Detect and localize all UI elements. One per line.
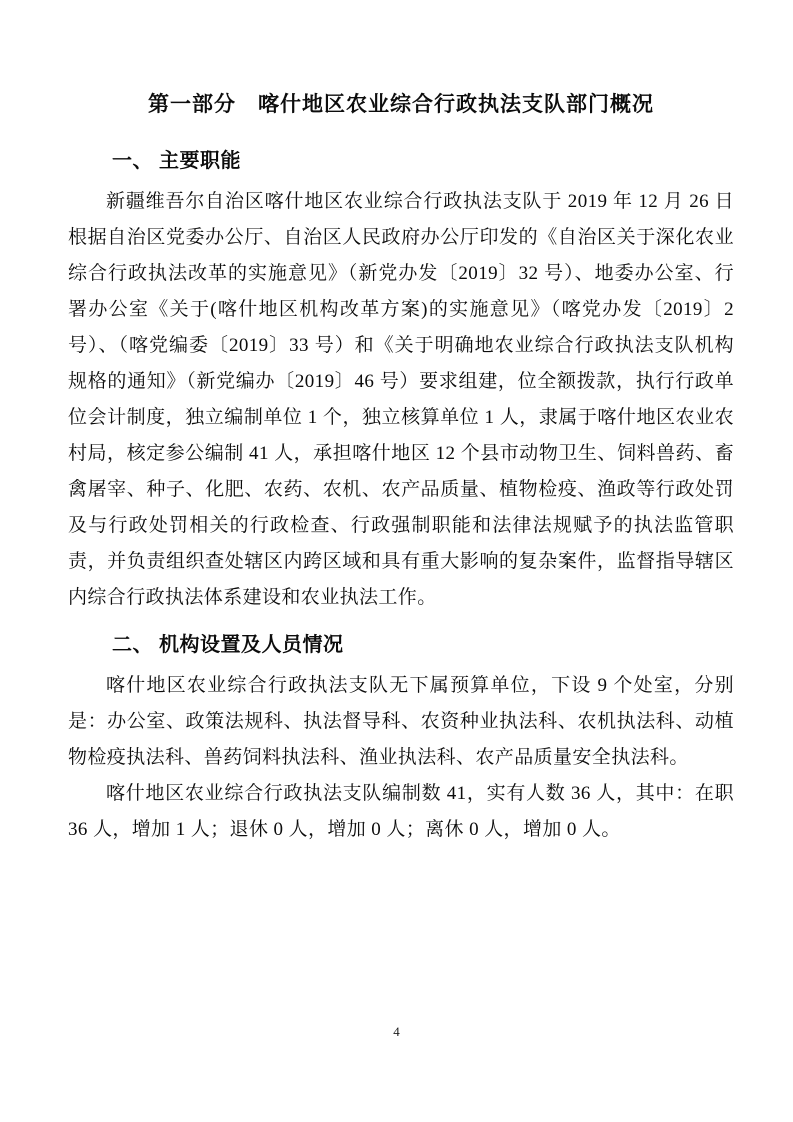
page-title: 第一部分 喀什地区农业综合行政执法支队部门概况 [148,93,654,116]
section-heading-organization-personnel: 二、 机构设置及人员情况 [112,634,344,656]
document-content [68,90,734,848]
paragraph-departments: 喀什地区农业综合行政执法支队无下属预算单位，下设 9 个处室，分别是：办公室、政策法规科、执法督导科、农资种业执法科、农机执法科、动植物检疫执法科、兽药饲料执法科、渔业执法科、农产品质量安全执法科。 [68,675,734,768]
section-heading-main-duties: 一、 主要职能 [112,150,242,172]
paragraph-staffing-numbers: 喀什地区农业综合行政执法支队编制数 41，实有人数 36 人，其中：在职 36 人，增加 1 人；退休 0 人，增加 0 人；离休 0 人，增加 0 人。 [68,783,734,840]
section-organization-personnel [68,630,734,848]
page-number: 4 [393,1024,400,1039]
section-main-duties [68,146,734,616]
paragraph-main-duties: 新疆维吾尔自治区喀什地区农业综合行政执法支队于 2019 年 12 月 26 日根据自治区党委办公厅、自治区人民政府办公厅印发的《自治区关于深化农业综合行政执法改革的实施意见》（新党办发〔2019〕32 号）、地委办公室、行署办公室《关于(喀什地区机构改革方案)的实施意见》（喀党办发〔2019〕2 号）、（喀党编委〔2019〕33 号）和《关于明确地农业综合行政执法支队机构规格的通知》（新党编办〔2019〕46 号）要求组建，位全额拨款，执行行政单位会计制度，独立编制单位 1 个，独立核算单位 1 人，隶属于喀什地区农业农村局，核定参公编制 41 人，承担喀什地区 12 个县市动物卫生、饲料兽药、畜禽屠宰、种子、化肥、农药、农机、农产品质量、植物检疫、渔政等行政处罚及与行政处罚相关的行政检查、行政强制职能和法律法规赋予的执法监管职责，并负责组织查处辖区内跨区域和具有重大影响的复杂案件，监督指导辖区内综合行政执法体系建设和农业执法工作。 [68,191,734,608]
